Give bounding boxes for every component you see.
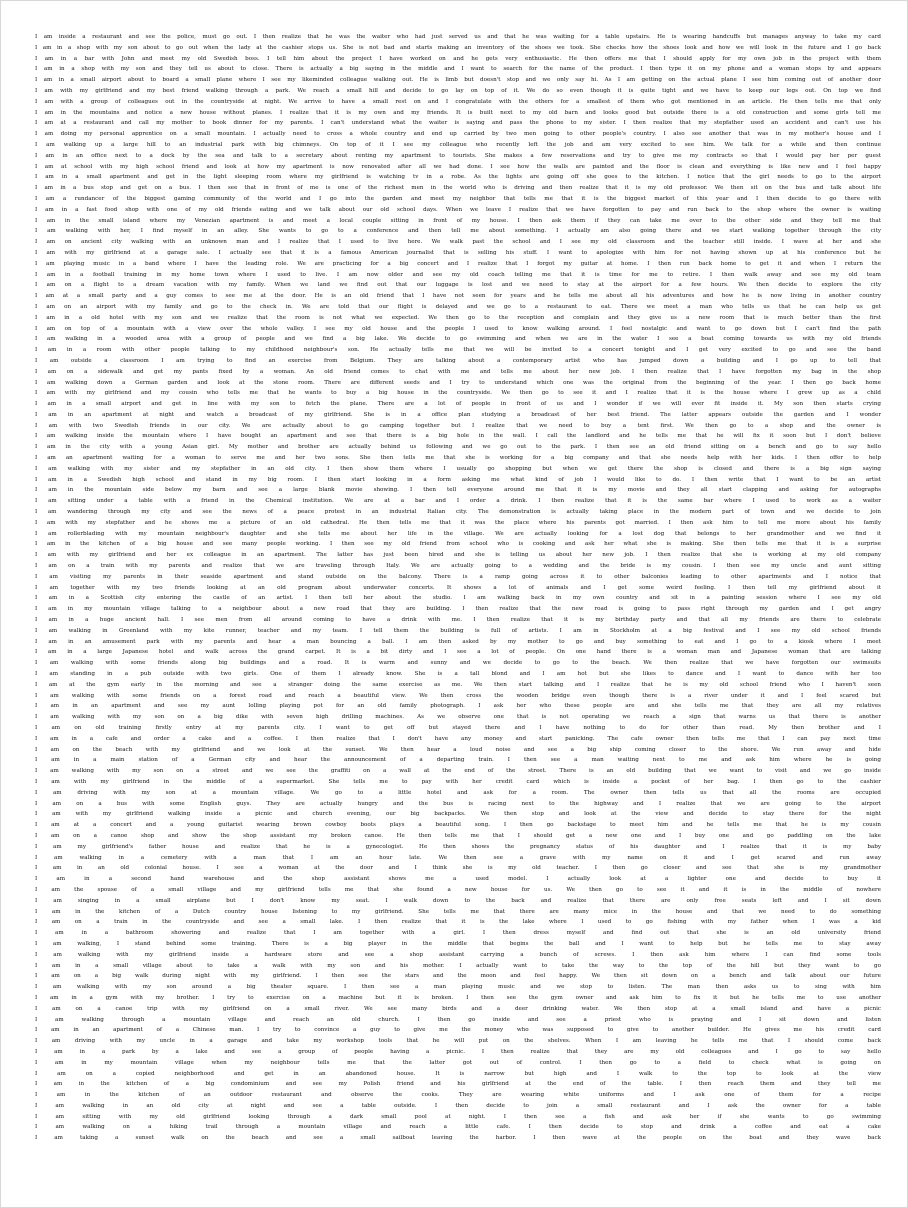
text-line: I am in my mountain village when my neighbour tells me that the latter got out of control. I then go to a field to check what is going on xyxy=(35,1059,881,1066)
text-line: I am driving with my son at a mountain village. We go to a little hotel and ask for a room. The owner then tells us that all the rooms are occupied xyxy=(35,789,881,796)
text-line: I am on a canoe trip with my girlfriend on a small river. We see many birds and a deer drinking water. We then stop at a small island and have a picnic xyxy=(35,1005,881,1012)
text-line: I am on the beach with my girlfriend and we look at the sunset. We then hear a loud noise and see a big ship coming closer to the shore. We run away and hide xyxy=(35,746,881,753)
text-line: I am on top of a mountain with a view over the whole valley. I see my old house and the people I used to know walking around. I feel nostalgic and want to go down but I can't find the path xyxy=(35,325,881,332)
text-line: I am wandering through my city and see the news of a peace protest in an industrial Italian city. The demonstration is actually taking place in the modern part of town and we decide to join xyxy=(35,509,881,516)
text-line: I am with my girlfriend at a garage sale. I actually see that it is a famous American journalist that is selling his stuff. I want to apologize with him for not having shown up at his conference but he xyxy=(35,249,881,256)
text-line: I am in a park by a lake and see a group of people having a picnic. I then realize that they are my old colleagues and I go to say hello xyxy=(35,1048,881,1055)
text-line: I am in the kitchen of a Dutch country house listening to my girlfriend. She tells me that there are many mice in the house and that we need to do something xyxy=(35,908,881,915)
text-line: I am on a train with my parents and realize that we are traveling through Italy. We are actually going to a wedding and the bride is my cousin. I then see my uncle and aunt sitting xyxy=(35,563,881,570)
text-line: I am walking with my son around a big theater square. I then see a man playing music and we stop to listen. The man then asks us to sing with him xyxy=(35,984,881,991)
text-line: I am on a flight to a dream vacation with my family. When we land we find out that our luggage is lost and we need to stay at the airport for a few hours. We then decide to explore the city xyxy=(35,282,881,289)
text-line: I am on old training firstly entry at my parents city. I want to get off but stayed there and I have nothing to do for other than read. My then brother and I xyxy=(35,725,881,731)
text-line: I am in a football training in my home town where I used to live. I am now older and see my old coach telling me that it is time for me to retire. I then walk away and see my old team xyxy=(35,271,881,278)
text-line: I am walking in an old city at night and see a table outside. I then decide to join a small restaurant and I ask the owner for a table xyxy=(35,1102,881,1109)
text-line: I am in a Scottish city entering the castle of an artist. I then tell her about the studio. I am walking back in my own country and sit in a painting session where I see my old xyxy=(35,595,881,602)
text-line: I am walking with her, I find myself in an alley. She wants to go to a conference and then tell me about something. I actually am also going there and we start walking together through the city xyxy=(35,228,881,235)
text-line: I am walking through a mountain village and reach an old church. I then go inside and see a priest who is praying and I sit down and listen xyxy=(35,1016,881,1023)
text-line: I am in a bus stop and get on a bus. I then see that in front of me is one of the richest men in the world who is driving and then realize that it is my old professor. We then sit on the bus and talk about life xyxy=(35,185,881,192)
text-line: I am inside a restaurant and see the police, must go out. I then realize that he was the waiter who had just served us and that he was waiting for a table upstairs. He is wearing handcuffs but manages anyway to take my card xyxy=(35,34,881,40)
text-line: I am walking, I stand behind some training. There is a big player in the middle that begins the ball and I want to help but he tells me to stay away xyxy=(35,940,881,947)
text-line: I am in the kitchen of a big condominium and see my Polish friend and his girlfriend at the end of the table. I then reach them and they tell me xyxy=(35,1081,881,1088)
text-line: I am walking on a hiking trail through a mountain village and reach a little cafe. I then decide to stop and drink a coffee and eat a cake xyxy=(35,1124,881,1131)
text-line: I am in a cafe and order a cake and a coffee. I then realize that I don't have any money and start panicking. The cafe owner then tells me that I can pay next time xyxy=(35,735,881,742)
text-line: I am on an airport with my family and go to the check in. We are told that our flight is delayed and we go to a restaurant to eat. There we meet a man who tells us that he can help us get xyxy=(35,303,881,310)
text-line: I am my girlfriend's father house and realize that he is a gynecologist. He then shows the pregnancy status of his daughter and I realize that it is my baby xyxy=(35,843,881,850)
text-line: I am on a canoe shop and show the shop assistant my broken canoe. He then tells me that I should get a new one and I buy one and go paddling on the lake xyxy=(35,832,881,839)
text-line: I am in the city with a young Asian girl. My mother and brother are actually behind us following and we go out to the park. I then see an old friend sitting on a bench and go to say hello xyxy=(35,444,881,451)
text-line: I am walking in a wooded area with a group of people and we find a big lake. We decide to go swimming and when we are in the water I see a boat coming towards us with my old friends xyxy=(35,336,881,343)
text-line: I am with my girlfriend and her ex colleague in an apartment. The latter has just been hired and she is telling us about her new job. I then realize that she is working at my old company xyxy=(35,552,881,559)
text-line: I am in a room with other people talking to my childhood neighbour's son. He actually tells me that we will be invited to a concert tonight and I get very excited to go and see the band xyxy=(35,347,881,354)
text-line: I am singing in a small airplane but I don't know my seat. I walk down to the back and realize that there are only free seats left and I sit down xyxy=(35,897,881,904)
text-line: I am walking in a cemetery with a man that I am an hour late. We then see a grave with my name on it and I get scared and run away xyxy=(35,854,881,861)
text-line: I am taking a sunset walk on the beach and see a small sailboat leaving the harbor. I then wave at the people on the boat and they wave back xyxy=(35,1135,881,1142)
text-line: I am with my girlfriend walking inside a picnic and church evening, our big backpacks. We then stop and look at the view and decide to stay there for the night xyxy=(35,811,881,818)
text-line: I am on a bus with some English guys. They are actually hungry and the bus is racing next to the highway and I realize that we are going to the airport xyxy=(35,800,881,807)
text-line: I am on ancient city walking with an unknown man and I realize that I used to live here. We walk past the school and I see my old classroom and the teacher still inside. I wave at her and she xyxy=(35,239,881,246)
text-line: I am walking with some friends along big buildings and a road. It is warm and sunny and we decide to go to the beach. We then realize that we have forgotten our swimsuits xyxy=(35,660,881,667)
text-line: I am on a big walk during night with my girlfriend. I then see the stars and the moon and feel happy. We then sit down on a bench and talk about our future xyxy=(35,973,881,980)
text-line: I am at a concert and a young guitarist wearing brown cowboy boots plays a beautiful song. I then go backstage to meet him and he tells me that he is my cousin xyxy=(35,822,881,829)
text-line: I am visiting my parents in their seaside apartment and stand outside on the balcony. There is a ramp going across it to other balconies leading to other apartments and I notice that xyxy=(35,573,881,580)
text-line: I am in an office next to a dock by the sea and talk to a secretary about renting my apartment to tourists. She makes a few reservations and try to give me my contracts so that I would pay her per guest xyxy=(35,152,881,159)
text-line: I am with my stepfather and he shows me a picture of an old cathedral. He then tells me that it was the place where his parents got married. I then ask him to tell me more about his family xyxy=(35,519,881,526)
text-line: I am in the kitchen of an outdoor restaurant and observe the cooks. They are wearing white uniforms and I ask one of them for a recipe xyxy=(35,1092,881,1099)
text-line: I am in a huge ancient hall. I see men from all around coming to have a drink with me. I then realize that it is my birthday party and that all my friends are there to celebrate xyxy=(35,617,881,624)
text-line: I am in a small apartment and get in the light sleeping room where my girlfriend is watching tv in a robe. As the lights are going off she goes to the kitchen. I notice that the girl needs to go to the airport xyxy=(35,174,881,181)
text-line: I am at school with my high school friend and look at how my apartment is now renovated after all we had done. I see how the walls are painted and the floor is clean and everything is like new and I feel happy xyxy=(35,163,881,170)
text-line: I am in an apartment at night and watch a broadcast of my girlfriend. She is in a office plan studying a broadcast of her best friend. The latter appears outside the garden and I wonder xyxy=(35,411,881,418)
text-line: I am in a small airport about to board a small plane where I see my likeminded colleague walking out. He is limb but doesn't stop and we only say hi. As I am getting on the actual plane I see him coming out of another door xyxy=(35,77,881,84)
text-line: I am playing music in a band where I have the leading role. We are practicing for a big concert and I realize that I forgot my guitar at home. I then run back home to get it and when I return the xyxy=(35,260,881,267)
text-line: I am in an apartment and see my aunt lolling playing pot for an old family photograph. I ask her who these people are and she tells me that they are all my relatives xyxy=(35,703,881,710)
text-line: I am at a small party and a guy comes to see me at the door. He is an old friend that I have not seen for years and he tells me about all his adventures and how he is now living in another country xyxy=(35,293,881,300)
text-line: I am rollerblading with my mountain neighbour's daughter and she tells me about her life in the village. We are actually looking for a lost dog that belongs to her grandmother and we find it xyxy=(35,530,881,537)
text-line: I am walking with some friends on a forest road and reach a beautiful view. We then cross the wooden bridge even though there is a river under it and I feel scared but xyxy=(35,692,881,699)
text-line: I am in the mountain side below my barn and see a large blank movie showing. I then tell everyone around me that it is my movie and they all start clapping and asking for autographs xyxy=(35,487,881,494)
text-line: I am in the kitchen of a big house and see many people working. I then see my old friend from school who is cooking and ask her what she is making. She then tells me that it is a surprise xyxy=(35,541,881,548)
text-line: I am a rundancer of the biggest gaming community of the world and I go into the garden and meet my neighbor that tells me that it is the biggest market of this year and I then decide to go there with xyxy=(35,195,881,202)
text-line: I am in an old colonial house. I see a woman at the door and I think she is my old teacher. I then go closer and see that she is my grandmother xyxy=(35,865,881,872)
text-line: I am in a bathroom showering and realize that I am together with a girl. I then dress myself and find out that she is an old university friend xyxy=(35,930,881,937)
text-line: I am in a bar with John and meet my old Swedish boss. I tell him about the project I have worked on and he gets very enthusiastic. He then offers me that I should apply for my own job in the project with them xyxy=(35,55,881,62)
text-line: I am in an apartment of a Chinese man. I try to convince a guy to give me the money who was supposed to give to another builder. He gives me his credit card xyxy=(35,1027,881,1034)
text-line: I am in a main station of a German city and hear the announcement of a departing train. I then see a man waiting next to me and ask him where he is going xyxy=(35,757,881,764)
text-line: I am in a shop with my son about to go out when the lady at the cashier stops us. She is not bad and starts making an inventory of the shoes we took. She checks how the shoes look and how we will look in the future and I go back xyxy=(35,44,881,51)
text-line: I am in a old hotel with my son and we realize that the room is not what we expected. We then go to the reception and complain and they give us a new room that is much better than the first xyxy=(35,314,881,321)
text-line: I am sitting under a table with a friend in the Chemical institution. We are at a bar and I order a drink. I then realize that it is the same bar where I used to work as a waiter xyxy=(35,498,881,505)
text-line: I am at the gym early in the morning and see a stranger doing the same exercise as me. We then start talking and I realize that he is my old school friend who I haven't seen xyxy=(35,681,881,688)
text-line: I am in a shop with my son and they tell us about to close. There is actually a big saying in the middle and I want to search for the name of the product. I then type it on my phone and a woman stops by and appears xyxy=(35,66,881,73)
text-line: I am in a Swedish high school and stand in my big room. I then start looking in a form asking me what kind of job I would like to do. I then write that I want to be an artist xyxy=(35,476,881,483)
text-line: I am walking with my girlfriend inside a hardware store and see a shop assistant carrying a bunch of screws. I then ask him where I can find some tools xyxy=(35,951,881,958)
text-line: I am the spouse of a small village and my girlfriend tells me that she found a new house for us. We then go to see it and it is in the middle of nowhere xyxy=(35,886,881,893)
text-line: I am with my girlfriend and my cousin who tells me that he wants to buy a big house in the countryside. We then go to see it and I realize that it is the house where I grew up as a child xyxy=(35,390,881,397)
text-line: I am walking in Greenland with my kite runner, teacher and my team. I tell them the building is full of artists. I am in Stockholm at a big festival and I see my old school friends xyxy=(35,627,881,634)
text-line: I am in a small airport and get in line with my son to fetch the plane. There are a lot of people in front of us and I wonder if we will ever fit inside it. My son then starts crying xyxy=(35,401,881,408)
text-line: I am in a second hand warehouse and the shop assistant shows me a used model. I actually look at a lighter one and decide to buy it xyxy=(35,876,881,883)
text-line: I am in the small island where my Venezian apartment is and meet a local couple sitting in front of my house. I then ask them if they can take me over to the other side and they tell me that xyxy=(35,217,881,224)
text-line: I am in an amusement park with my parents and hear a man bouncing a ball. I am then asked by my mother to go and buy something to eat and I go to a kiosk where I meet xyxy=(35,638,881,645)
text-line: I am at a restaurant and call my mother to book dinner for my parents. I can't understand what the waiter is saying and pass the phone to my sister. I then realize that my stepfather used an accident and can't use his xyxy=(35,120,881,127)
text-line: I am walking down a German garden and look at the stone room. There are different seeds and I try to understand which one was the original from the beginning of the year. I then go back home xyxy=(35,379,881,386)
text-line: I am in my mountain village talking to a neighbour about a new road that they are building. I then realize that the new road is going to pass right through my garden and I get angry xyxy=(35,606,881,613)
text-line: I am walking with my son on a big dike with seven high drilling machines. As we observe one that is not operating we reach a sign that warns us that there is another xyxy=(35,714,881,721)
text-line: I am outside a classroom I am trying to find an exercise from Belgium. They are talking about a contemporary artist who has jumped down a building and I go up to tell that xyxy=(35,357,881,364)
text-line: I am with a group of colleagues out in the countryside at night. We arrive to have a small rest on and I congratulate with the others for a smallest of them who got mentioned in an article. He then tells me that only xyxy=(35,98,881,105)
text-line: I am walking inside the mountain where I have bought an apartment and see that there is a big hole in the wall. I call the landlord and he tells me that he will fix it soon but I don't believe xyxy=(35,433,881,440)
text-line: I am in the mountains and notice a new house without planes. I realize that it is my own and my friends. It is built next to my old barn and looks good but outside there is a old construction and some girls tell me xyxy=(35,109,881,116)
text-line: I am together with my two friends looking at an old program about underwater concerts. It shows a lot of animals and I get some weird feeling. I then tell my girlfriend about it xyxy=(35,584,881,591)
text-line: I am in a small village about to take a walk with my son and his mother. I actually want to take the way to the top of the hill but they want to go xyxy=(35,962,881,969)
dream-journal-text xyxy=(35,32,881,1144)
text-line: I am in a fast food shop with one of my old friends eating and we talk about our old school days. When we leave I realize that we have forgotten to pay and run back to the shop where the owner is waiting xyxy=(35,206,881,213)
text-line: I am with my girlfriend in the middle of a supermarket. She tells me to pay with her credit card which is inside a pocket of her bag. I then go to the cashier xyxy=(35,778,881,785)
text-line: I am walking with my sister and my stepfather in an old city. I then show them where I usually go shopping but when we get there the shop is closed and there is a big sign saying xyxy=(35,465,881,472)
text-line: I am doing my personal apprentice on a small mountain. I actually need to cross a whole country and end up carried by two men going to other people's country. I also see another that was in my mother's house and I xyxy=(35,131,881,138)
text-line: I am standing in a pub outside with two girls. One of them I already know. She is a tall blond and I am hot but she likes to dance and I want to dance with her too xyxy=(35,671,881,678)
text-line: I am walking with my son on a street and we see the graffiti on a wall at the end of the street. There is an old building that we want to visit and we go inside xyxy=(35,768,881,775)
text-line: I am with two Swedish friends in our city. We are actually about to go camping together but I realize that we need to buy a tent first. We then go to a shop and the owner is xyxy=(35,422,881,429)
text-line: I am on a copied neighborhood and get in an abandoned house. It is narrow but high and I walk to the top to look at the view xyxy=(35,1070,881,1077)
text-line: I am driving with my uncle in a garage and take my workshop tools that he will put on the shelves. When I am leaving he tells me that I should come back xyxy=(35,1038,881,1045)
text-line: I am on a train in the countryside and see a small lake. I then realize that it is the lake where I used to go fishing with my father when I was a kid xyxy=(35,919,881,926)
text-line: I am with my girlfriend and my best friend walking through a park. We reach a small hill and decide to go lay on top of it. We do so even though it is quite tight and we have to keep our legs out. On top we find xyxy=(35,87,881,94)
text-line: I am sitting with my old girlfriend looking through a dark small pool at night. I then see a fish and ask her if she wants to go swimming xyxy=(35,1113,881,1120)
text-line: I am an apartment waiting for a woman to serve me and her two sons. She then tells me that she is working for a big company and that she needs help with her kids. I then offer to help xyxy=(35,455,881,462)
text-line: I am walking up a large hill to an industrial park with big chimneys. On top of it I see my colleague who recently left the job and am very excited to see him. We talk for a while and then continue xyxy=(35,141,881,148)
text-line: I am on a sidewalk and get my pants fixed by a woman. An old friend comes to chat with me and tells me about her new job. I then realize that I have forgotten my bag in the shop xyxy=(35,368,881,375)
text-line: I am in a gym with my brother. I try to exercise on a machine but it is broken. I then see the gym owner and ask him to fix it but he tells me to use another xyxy=(35,994,881,1001)
text-line: I am in a large Japanese hotel and walk across the grand carpet. It is a bit dirty and I see a lot of people. On one hand there is a woman man and Japanese woman that are talking xyxy=(35,649,881,656)
